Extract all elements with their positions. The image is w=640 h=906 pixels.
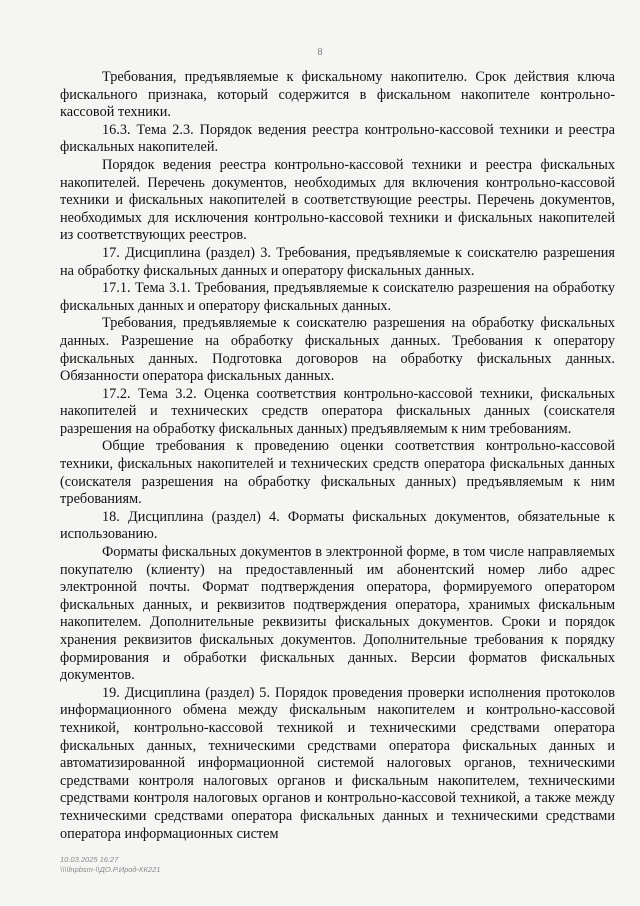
paragraph: 17.2. Тема 3.2. Оценка соответствия контрольно-кассовой техники, фискальных накопителей и технических средств оператора фискальных данных (соискателя разрешения на обработку фискальных данных) предъявляемым к ним требованиям. [60,385,615,437]
paragraph: Общие требования к проведению оценки соответствия контрольно-кассовой техники, фискальных накопителей и технических средств оператора фискальных данных (соискателя разрешения на обработку фискальных данных) предъявляемым к ним требованиям. [60,438,615,508]
document-footer [60,855,160,875]
paragraph: Форматы фискальных документов в электронной форме, в том числе направляемых покупателю (клиенту) на предоставленный им абонентский номер либо адрес электронной почты. Формат подтверждения оператора, формируемого оператором фискальных данных, и реквизитов подтверждения оператора, хранимых фискальным накопителем. Дополнительные реквизиты фискальных документов. Сроки и порядок хранения реквизитов фискальных документов. Дополнительные требования к порядку формирования и обработки фискальных данных. Версии форматов фискальных документов. [60,544,615,684]
paragraph: 17. Дисциплина (раздел) 3. Требования, предъявляемые к соискателю разрешения на обработку фискальных данных и оператору фискальных данных. [60,244,615,279]
paragraph: Порядок ведения реестра контрольно-кассовой техники и реестра фискальных накопителей. Перечень документов, необходимых для включения контрольно-кассовой техники и фискальных накопителей в соответствующие реестры. Перечень документов, необходимых для исключения контрольно-кассовой техники и фискальных накопителей из соответствующих реестров. [60,156,615,244]
paragraph: 18. Дисциплина (раздел) 4. Форматы фискальных документов, обязательные к использованию. [60,508,615,543]
paragraph: 16.3. Тема 2.3. Порядок ведения реестра контрольно-кассовой техники и реестра фискальных накопителей. [60,121,615,156]
paragraph: Требования, предъявляемые к фискальному накопителю. Срок действия ключа фискального признака, который содержится в фискальном накопителе контрольно-кассовой техники. [60,69,615,121]
footer-timestamp: 10.03.2025 16:27 [60,855,119,864]
paragraph: Требования, предъявляемые к соискателю разрешения на обработку фискальных данных. Разрешение на обработку фискальных данных. Требования к оператору фискальных данных. Подготовка договоров на обработку фискальных данных. Обязанности оператора фискальных данных. [60,315,615,385]
document-body [60,69,615,843]
paragraph: 17.1. Тема 3.1. Требования, предъявляемые к соискателю разрешения на обработку фискальных данных и оператору фискальных данных. [60,280,615,314]
page-number: 8 [317,47,323,58]
paragraph: 19. Дисциплина (раздел) 5. Порядок проведения проверки исполнения протоколов информационного обмена между фискальным накопителем и контрольно-кассовой техникой, контрольно-кассовой техникой и техническими средствами оператора фискальных данных, техническими средствами оператора фискальных данных и автоматизированной информационной системой налоговых органов, техническими средствами контроля налоговых органов и фискальным накопителем, техническими средствами контроля налоговых органов и контрольно-кассовой техникой, а также между техническими средствами оператора фискальных данных и техническими средствами оператора информационных систем [60,684,615,842]
footer-file-path: \\\\fnpbsm-\\ДО.Р.Ирод-КК221 [60,865,161,874]
